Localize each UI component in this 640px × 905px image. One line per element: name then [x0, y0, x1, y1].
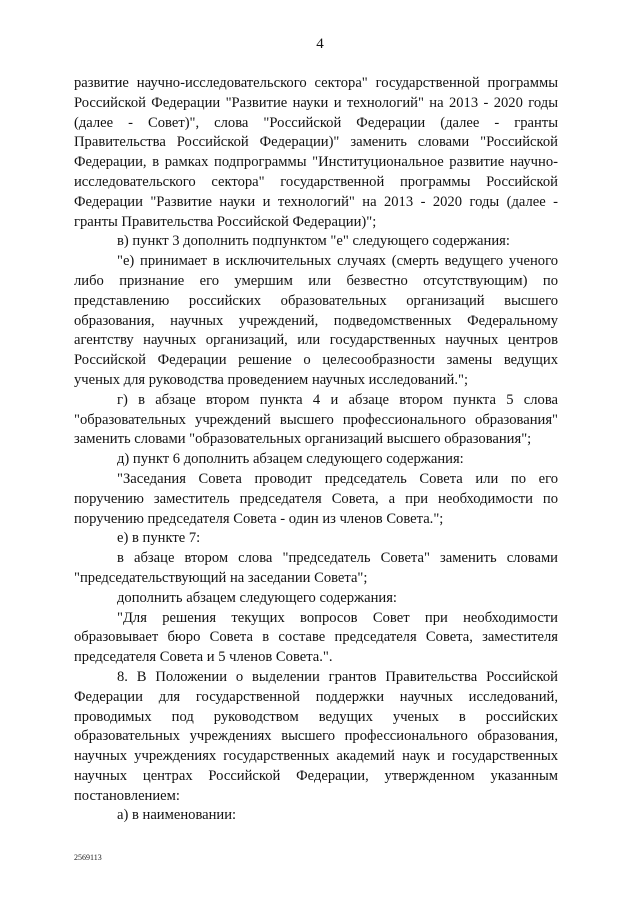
document-body — [74, 74, 558, 826]
paragraph: "Для решения текущих вопросов Совет при необходимости образовывает бюро Совета в составе председателя Совета, заместителя председателя Совета и 5 членов Совета.". — [74, 609, 558, 666]
paragraph: в) пункт 3 дополнить подпунктом "е" следующего содержания: — [117, 233, 510, 250]
paragraph: а) в наименовании: — [117, 807, 237, 824]
page-number: 4 — [316, 36, 324, 52]
paragraph: "Заседания Совета проводит председатель Совета или по его поручению заместитель председателя Совета, а при необходимости по поручению председателя Совета - один из членов Совета."; — [74, 470, 558, 527]
paragraph: дополнить абзацем следующего содержания: — [117, 589, 397, 606]
paragraph: 8. В Положении о выделении грантов Правительства Российской Федерации для государственной поддержки научных исследований, проводимых под руководством ведущих ученых в российских образовательных учреждениях высшего профессионального образования, научных учреждениях государственных академий наук и государственных научных центрах Российской Федерации, утвержденном указанным постановлением: — [74, 668, 558, 804]
paragraph: д) пункт 6 дополнить абзацем следующего содержания: — [117, 451, 464, 468]
paragraph: е) в пункте 7: — [117, 530, 201, 547]
paragraph: в абзаце втором слова "председатель Совета" заменить словами "председательствующий на заседании Совета"; — [74, 550, 558, 586]
paragraph: развитие научно-исследовательского сектора" государственной программы Российской Федерации "Развитие науки и технологий" на 2013 - 2020 годы (далее - Совет)", слова "Российской Федерации (далее - гранты Правительства Российской Федерации)" заменить словами "Российской Федерации, в рамках подпрограммы "Институциональное развитие научно-исследовательского сектора" государственной программы Российской Федерации "Развитие науки и технологий" на 2013 - 2020 годы (далее - гранты Правительства Российской Федерации)"; — [74, 75, 558, 230]
paragraph: г) в абзаце втором пункта 4 и абзаце втором пункта 5 слова "образовательных учреждений высшего профессионального образования" заменить словами "образовательных организаций высшего образования"; — [74, 391, 558, 448]
paragraph: "е) принимает в исключительных случаях (смерть ведущего ученого либо признание его умершим или безвестно отсутствующим) по представлению российских образовательных организаций высшего образования, научных учреждений, подведомственных Федеральному агентству научных организаций, или государственных научных центров Российской Федерации решение о целесообразности замены ведущих ученых для руководства проведением научных исследований."; — [74, 253, 558, 388]
document-code: 2569113 — [74, 853, 102, 862]
